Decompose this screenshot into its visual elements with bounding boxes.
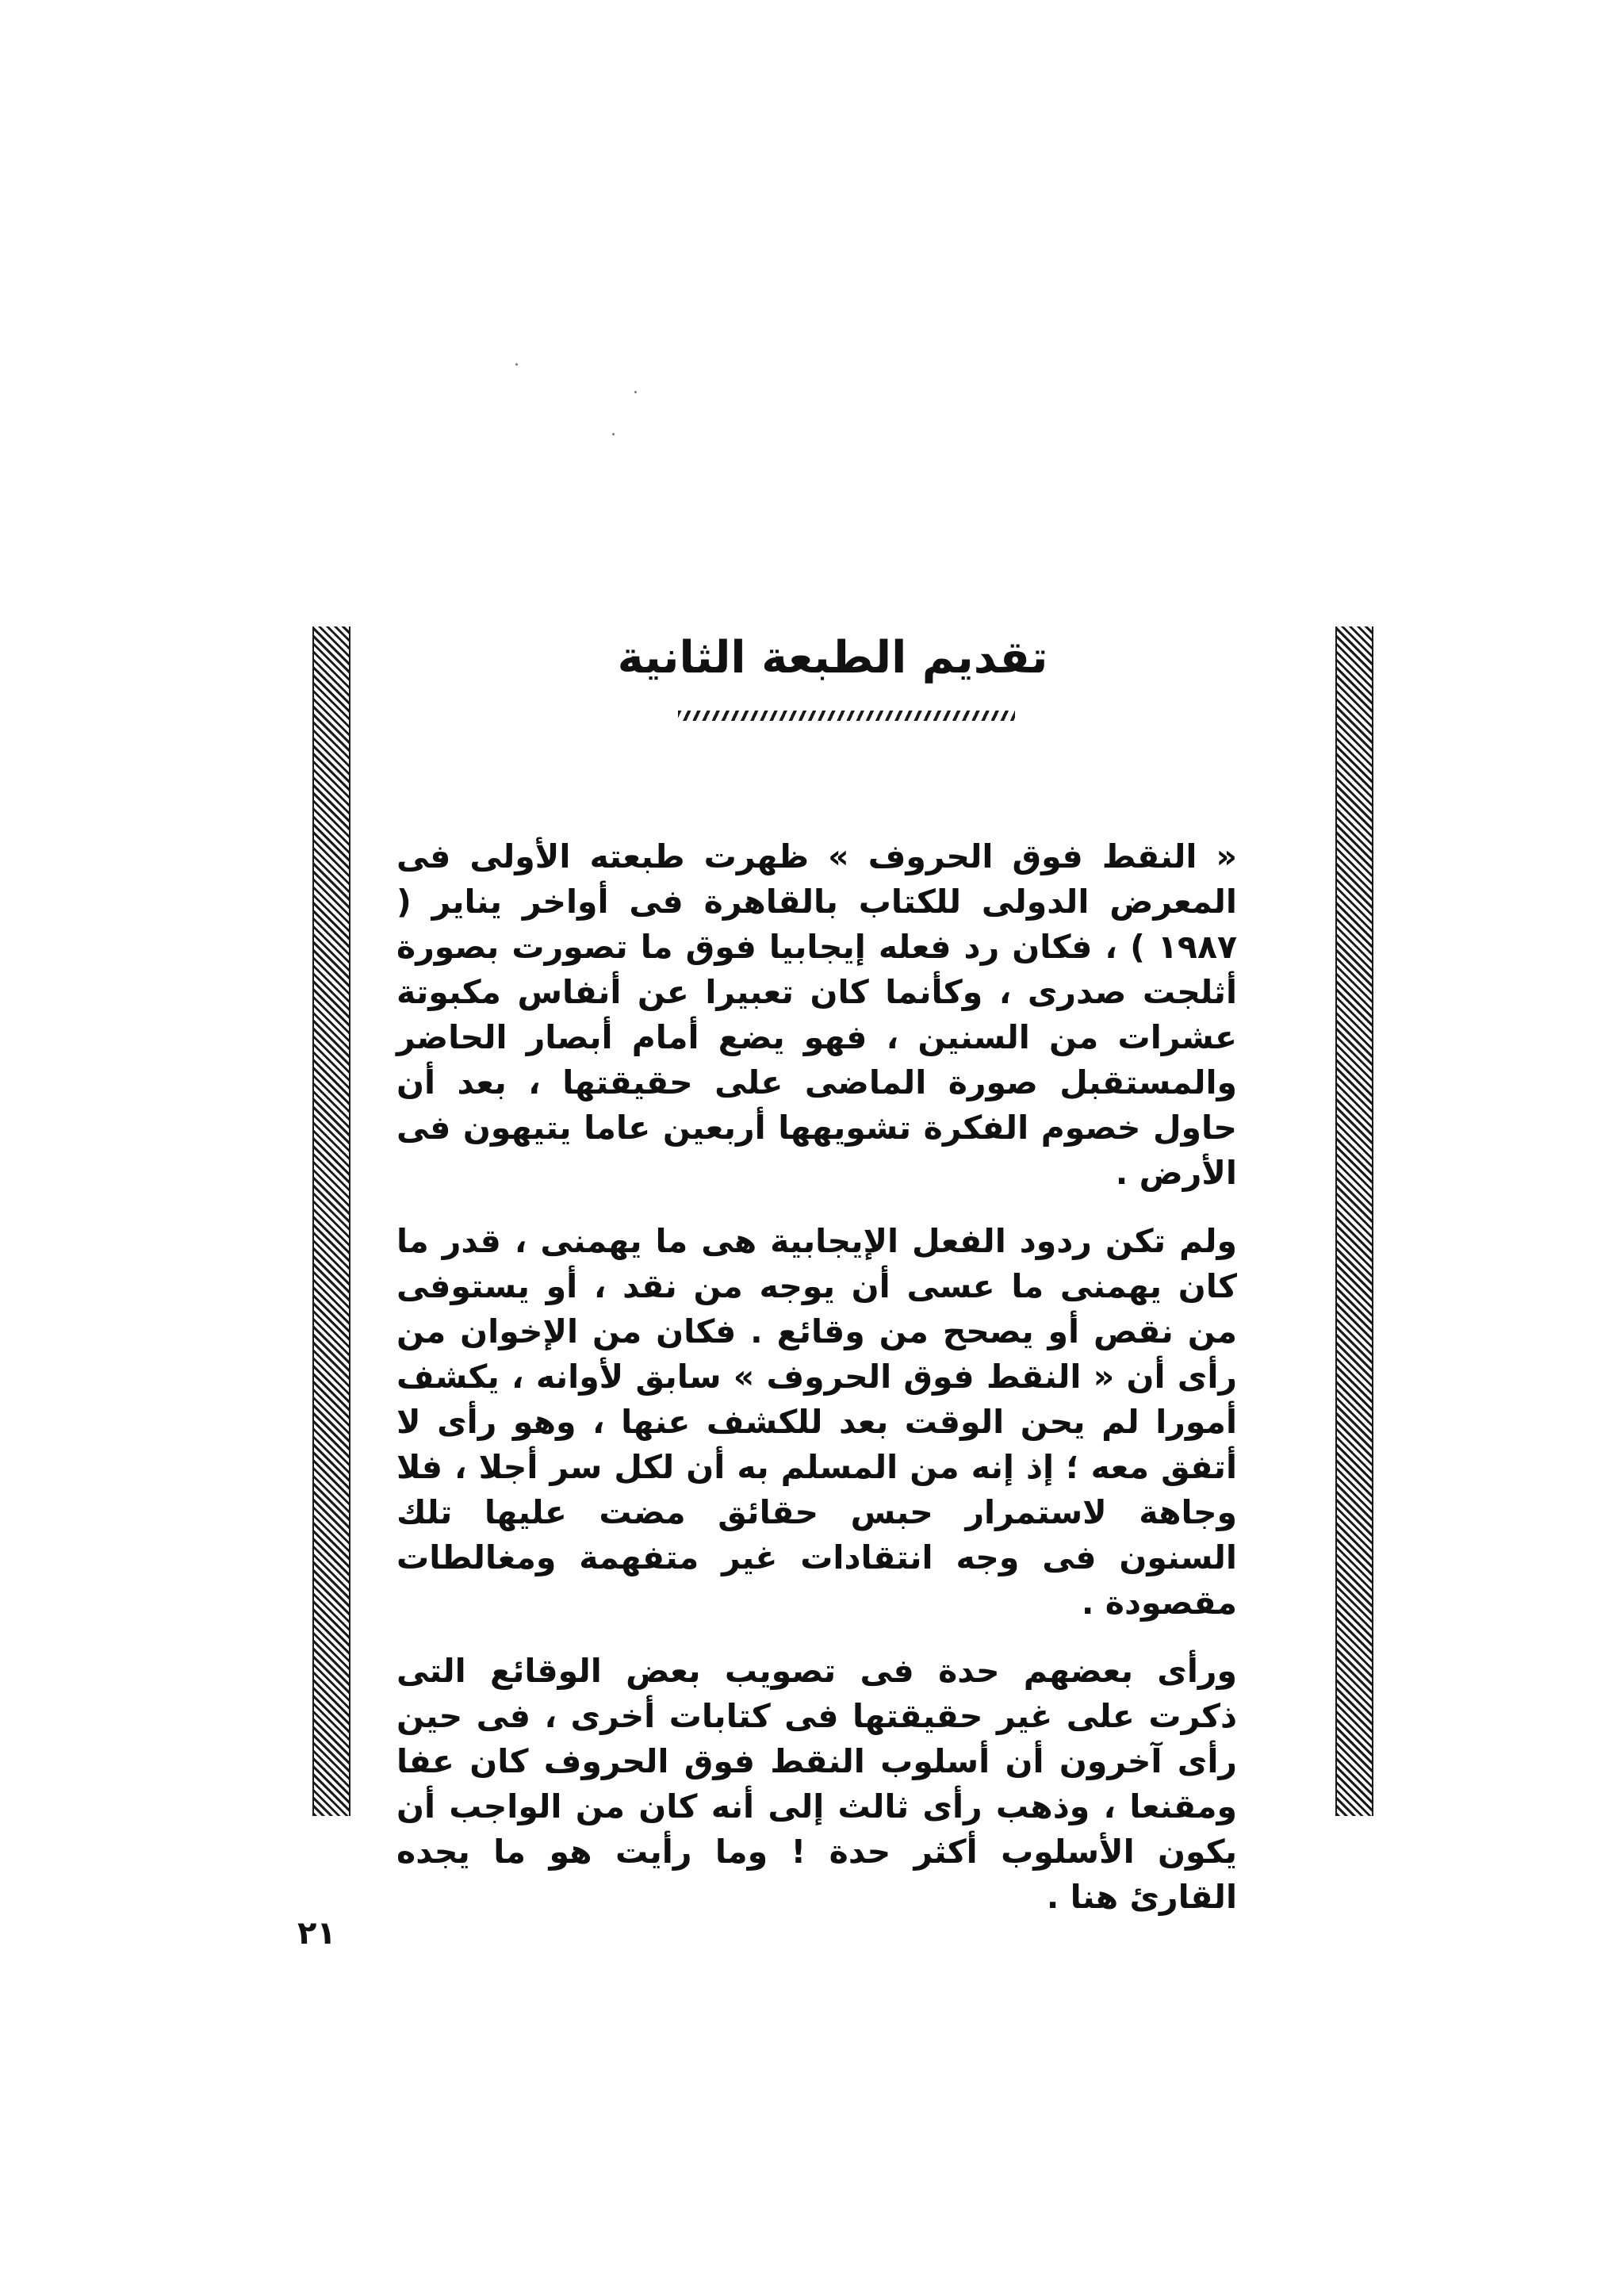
scan-speck xyxy=(634,391,637,393)
left-hatched-border xyxy=(312,626,350,1816)
right-hatched-border xyxy=(1335,626,1373,1816)
page-number: ٢١ xyxy=(297,1915,336,1952)
heading-ornament-rule xyxy=(678,711,1015,721)
scan-speck xyxy=(515,363,518,366)
paragraph-3: ورأى بعضهم حدة فى تصويب بعض الوقائع التى ذكرت على غير حقيقتها فى كتابات أخرى ، فى حين رأى آخرون أن أسلوب النقط فوق الحروف كان عفا ومقنعا ، وذهب رأى ثالث إلى أنه كان من الواجب أن يكون الأسلوب أكثر حدة ! وما رأيت هو ما يجده القارئ هنا . xyxy=(396,1652,1237,1916)
body-text xyxy=(396,834,1237,1943)
paragraph-2: ولم تكن ردود الفعل الإيجابية هى ما يهمنى ، قدر ما كان يهمنى ما عسى أن يوجه من نقد ، أو يستوفى من نقص أو يصحح من وقائع . فكان من الإخوان من رأى أن « النقط فوق الحروف » سابق لأوانه ، يكشف أمورا لم يحن الوقت بعد للكشف عنها ، وهو رأى لا أتفق معه ؛ إذ إنه من المسلم به أن لكل سر أجلا ، فلا وجاهة لاستمرار حبس حقائق مضت عليها تلك السنون فى وجه انتقادات غير متفهمة ومغالطات مقصودة . xyxy=(396,1222,1237,1622)
paragraph-1: « النقط فوق الحروف » ظهرت طبعته الأولى فى المعرض الدولى للكتاب بالقاهرة فى أواخر يناير ( ١٩٨٧ ) ، فكان رد فعله إيجابيا فوق ما تصورت بصورة أثلجت صدرى ، وكأنما كان تعبيرا عن أنفاس مكبوتة عشرات من السنين ، فهو يضع أمام أبصار الحاضر والمستقبل صورة الماضى على حقيقتها ، بعد أن حاول خصوم الفكرة تشويهها أربعين عاما يتيهون فى الأرض . xyxy=(396,837,1237,1192)
scan-speck xyxy=(612,433,615,435)
page-heading: تقديم الطبعة الثانية xyxy=(617,632,1048,684)
